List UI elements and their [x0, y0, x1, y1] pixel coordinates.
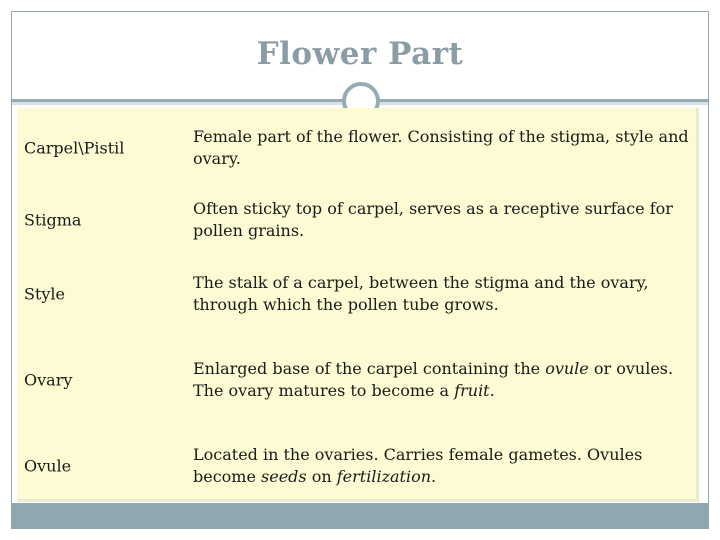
term-cell: Stigma	[24, 210, 82, 230]
definition-text: .	[431, 467, 437, 486]
definition-text: Located in the ovaries. Carries female gametes. Ovules become	[193, 445, 643, 486]
definition-cell	[193, 272, 693, 316]
table-row	[17, 188, 696, 248]
footer-bar	[12, 503, 708, 528]
definition-text: The stalk of a carpel, between the stigma and the ovary, through which the pollen tube grows.	[193, 273, 649, 314]
definition-text: Enlarged base of the carpel containing the	[193, 359, 546, 378]
definition-text: .	[489, 381, 495, 400]
definition-text: Female part of the flower. Consisting of the stigma, style and ovary.	[193, 127, 689, 168]
term-cell: Carpel\Pistil	[24, 138, 125, 158]
definition-cell	[193, 126, 693, 170]
term-cell: Ovule	[24, 456, 72, 476]
definition-text: on	[306, 467, 337, 486]
definition-text: Often sticky top of carpel, serves as a receptive surface for pollen grains.	[193, 199, 673, 240]
definition-emphasis: fertilization	[336, 467, 432, 486]
table-row	[17, 118, 696, 178]
definition-emphasis: ovule	[545, 359, 589, 378]
definition-emphasis: seeds	[261, 467, 307, 486]
slide	[11, 11, 709, 529]
slide-title: Flower Part	[256, 36, 464, 72]
definition-cell	[193, 358, 693, 402]
definition-emphasis: fruit	[454, 381, 490, 400]
definition-cell	[193, 198, 693, 242]
definition-cell	[193, 444, 693, 488]
term-cell: Style	[24, 284, 66, 304]
table-row	[17, 434, 696, 494]
term-cell: Ovary	[24, 370, 73, 390]
table-row	[17, 262, 696, 322]
definitions-table	[17, 108, 699, 502]
table-row	[17, 348, 696, 408]
definition-text: or ovules. The ovary matures to become a	[193, 359, 674, 400]
